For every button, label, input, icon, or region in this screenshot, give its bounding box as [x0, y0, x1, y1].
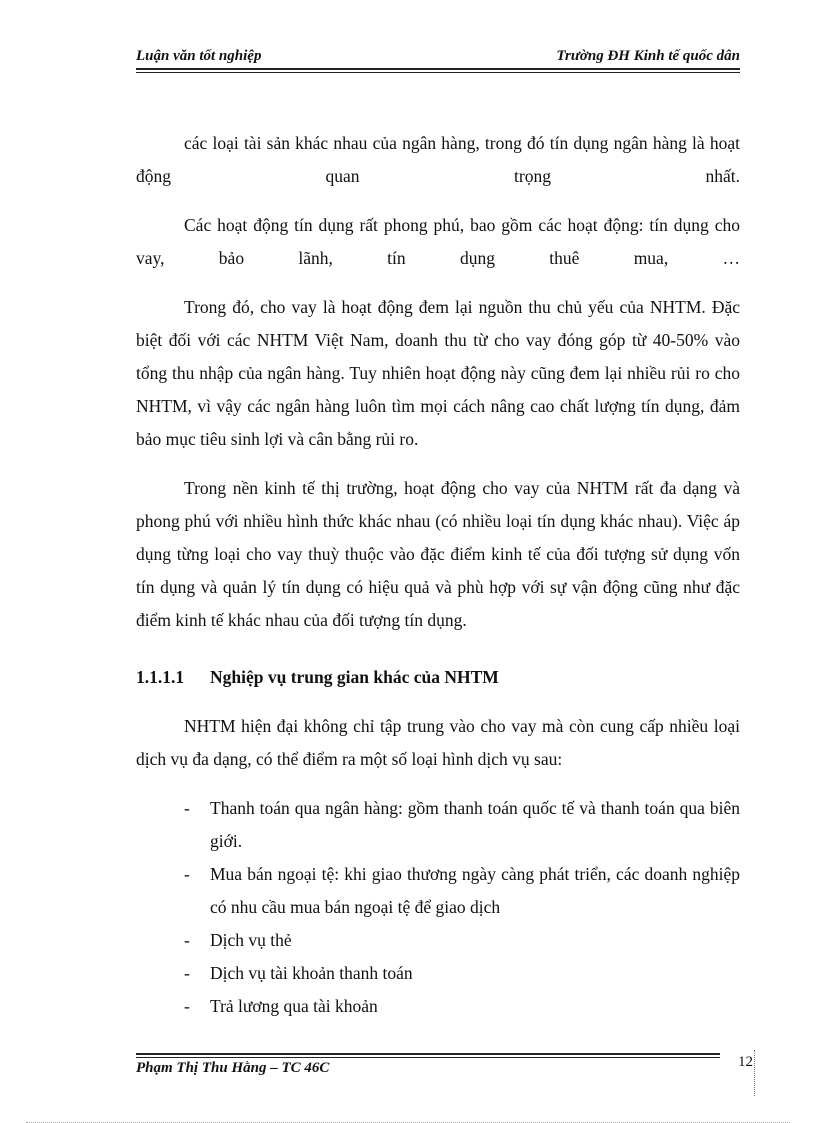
- header-left-title: Luận văn tốt nghiệp: [136, 48, 262, 64]
- header-rule: [136, 68, 740, 70]
- paragraph-2: Các hoạt động tín dụng rất phong phú, bao gồm các hoạt động: tín dụng cho vay, bảo lãnh, tín dụng thuê mua, …: [136, 215, 740, 268]
- header-right-title: Trường ĐH Kinh tế quốc dân: [556, 48, 740, 64]
- bullet-dash: -: [184, 930, 190, 950]
- section-number: 1.1.1.1: [136, 667, 185, 687]
- section-heading: [136, 661, 740, 694]
- service-list: [136, 792, 740, 1023]
- list-item: - Mua bán ngoại tệ: khi giao thương ngày càng phát triển, các doanh nghiệp có nhu cầu mua bán ngoại tệ để giao dịch: [136, 858, 740, 924]
- list-item: - Thanh toán qua ngân hàng: gồm thanh toán quốc tế và thanh toán qua biên giới.: [136, 792, 740, 858]
- footer-author: Phạm Thị Thu Hằng – TC 46C: [136, 1060, 330, 1076]
- bullet-dash: -: [184, 798, 190, 818]
- header-rule-thin: [136, 72, 740, 73]
- paragraph-4: Trong nền kinh tế thị trường, hoạt động cho vay của NHTM rất đa dạng và phong phú với nhiều hình thức khác nhau (có nhiều loại tín dụng khác nhau). Việc áp dụng từng loại cho vay thuỳ thuộc vào đặc điểm kinh tế của đối tượng sử dụng vốn tín dụng và quản lý tín dụng có hiệu quả và phù hợp với sự vận động cũng như đặc điểm kinh tế khác nhau của đối tượng tín dụng.: [136, 478, 740, 630]
- list-item: - Dịch vụ thẻ: [136, 924, 740, 957]
- bullet-dash: -: [184, 996, 190, 1016]
- footer-rule-thin: [136, 1057, 720, 1058]
- paragraph-3: Trong đó, cho vay là hoạt động đem lại nguồn thu chủ yếu của NHTM. Đặc biệt đối với các NHTM Việt Nam, doanh thu từ cho vay đóng góp từ 40-50% vào tổng thu nhập của ngân hàng. Tuy nhiên hoạt động này cũng đem lại nhiều rủi ro cho NHTM, vì vậy các ngân hàng luôn tìm mọi cách nâng cao chất lượng tín dụng, đảm bảo mục tiêu sinh lợi và cân bằng rủi ro.: [136, 297, 740, 449]
- bullet-dash: -: [184, 963, 190, 983]
- page-content: [136, 127, 740, 1023]
- section-title: Nghiệp vụ trung gian khác của NHTM: [210, 667, 499, 687]
- list-item: - Dịch vụ tài khoản thanh toán: [136, 957, 740, 990]
- paragraph-5: NHTM hiện đại không chỉ tập trung vào cho vay mà còn cung cấp nhiều loại dịch vụ đa dạng, có thể điểm ra một số loại hình dịch vụ sau:: [136, 716, 740, 769]
- list-item: - Trả lương qua tài khoản: [136, 990, 740, 1023]
- footer-rule: [136, 1053, 720, 1055]
- margin-line: [754, 1050, 755, 1096]
- paragraph-1: các loại tài sản khác nhau của ngân hàng, trong đó tín dụng ngân hàng là hoạt động quan trọng nhất.: [136, 133, 740, 186]
- page-number: 12: [738, 1054, 753, 1070]
- bullet-dash: -: [184, 864, 190, 884]
